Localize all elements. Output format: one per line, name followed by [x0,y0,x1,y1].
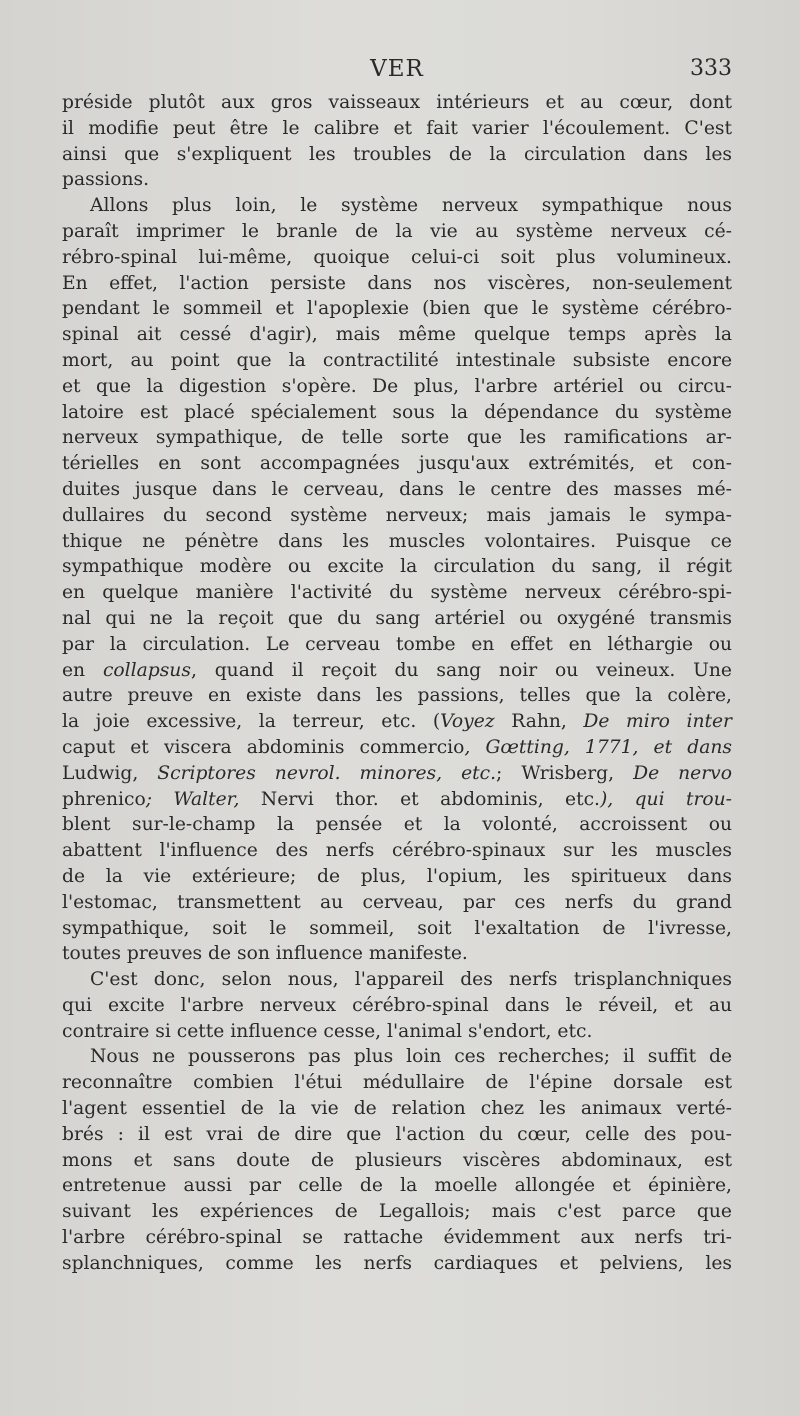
text-run: latoire est placé spécialement sous la dépendance du système [62,401,732,423]
text-line [62,425,732,451]
text-run: autre preuve en existe dans les passions, telles que la colère, [62,685,732,707]
text-line [62,116,732,142]
text-run: térielles en sont accompagnées jusqu'aux extrémités, et con- [62,453,732,475]
text-run: dullaires du second système nerveux; mais jamais le sympa- [62,504,732,526]
italic-text: Scriptores nevrol. minores, etc. [157,762,497,784]
text-line [62,271,732,297]
text-line [62,1251,732,1277]
text-line [62,322,732,348]
text-run: Nous ne pousserons pas plus loin ces recherches; il suffit de [90,1046,732,1068]
text-line [62,348,732,374]
text-line [62,606,732,632]
italic-text: , Gœtting, 1771, et dans [464,736,732,758]
text-line [62,1070,732,1096]
text-line [62,245,732,271]
text-run: caput et viscera abdominis commercio [62,736,465,758]
text-run: en [62,659,103,681]
page-number: 333 [690,56,732,81]
text-line [62,941,732,967]
text-line [62,683,732,709]
text-line [62,632,732,658]
text-line [62,761,732,787]
text-run: spinal ait cessé d'agir), mais même quelque temps après la [62,324,732,346]
text-run: splanchniques, comme les nerfs cardiaques et pelviens, les [62,1252,732,1274]
text-line [62,1199,732,1225]
text-line [62,554,732,580]
text-line [62,658,732,684]
text-run: C'est donc, selon nous, l'appareil des nerfs trisplanchniques [90,969,732,991]
text-line [62,219,732,245]
text-run: l'agent essentiel de la vie de relation chez les animaux verté- [62,1098,732,1120]
text-line [62,787,732,813]
body-text [62,90,732,1277]
text-run: sympathique modère ou excite la circulation du sang, il régit [62,556,732,578]
text-run: pendant le sommeil et l'apoplexie (bien que le système cérébro- [62,298,732,320]
text-run: qui excite l'arbre nerveux cérébro-spinal dans le réveil, et au [62,994,732,1016]
text-run: l'estomac, transmettent au cerveau, par ces nerfs du grand [62,891,732,913]
text-line [62,503,732,529]
text-run: sympathique, soit le sommeil, soit l'exaltation de l'ivresse, [62,917,732,939]
running-head: VER [370,56,424,82]
text-run: Nervi thor. et abdominis, etc. [260,788,600,810]
text-run: entretenue aussi par celle de la moelle allongée et épinière, [62,1175,732,1197]
text-line [62,993,732,1019]
text-run: par la circulation. Le cerveau tombe en effet en léthargie ou [62,633,732,655]
text-run: et que la digestion s'opère. De plus, l'arbre artériel ou circu- [62,375,732,397]
text-line [62,1019,732,1045]
italic-text: collapsus [102,659,191,681]
text-line [62,967,732,993]
italic-text: De nervo [633,762,732,784]
text-line [62,735,732,761]
text-run: blent sur-le-champ la pensée et la volonté, accroissent ou [62,814,732,836]
text-run: thique ne pénètre dans les muscles volontaires. Puisque ce [62,530,732,552]
text-run: suivant les expériences de Legallois; mais c'est parce que [62,1201,732,1223]
text-run: ; Wrisberg, [496,762,634,784]
text-run: il modifie peut être le calibre et fait varier l'écoulement. C'est [62,117,732,139]
text-line [62,296,732,322]
text-line [62,916,732,942]
text-run: en quelque manière l'activité du système nerveux cérébro-spi- [62,582,732,604]
text-run: Ludwig, [62,762,158,784]
text-line [62,193,732,219]
text-run: Allons plus loin, le système nerveux sympathique nous [90,195,732,217]
text-run: la joie excessive, la terreur, etc. ( [62,711,441,733]
text-run: paraît imprimer le branle de la vie au système nerveux cé- [62,220,732,242]
italic-text: Voyez [440,711,495,733]
text-run: , quand il reçoit du sang noir ou veineux. Une [190,659,732,681]
page-header [62,56,732,88]
text-line [62,580,732,606]
text-run: ainsi que s'expliquent les troubles de la circulation dans les [62,143,732,165]
text-run: nerveux sympathique, de telle sorte que les ramifications ar- [62,427,732,449]
text-run: contraire si cette influence cesse, l'animal s'endort, etc. [62,1020,593,1042]
text-run: toutes preuves de son influence manifeste. [62,943,468,965]
text-line [62,529,732,555]
italic-text: De miro inter [583,711,732,733]
text-line [62,838,732,864]
text-line [62,451,732,477]
text-run: préside plutôt aux gros vaisseaux intérieurs et au cœur, dont [62,92,732,113]
text-run: En effet, l'action persiste dans nos viscères, non-seulement [62,272,732,294]
text-line [62,90,732,116]
text-run: nal qui ne la reçoit que du sang artériel ou oxygéné transmis [62,607,732,629]
text-run: reconnaître combien l'étui médullaire de l'épine dorsale est [62,1072,732,1094]
text-run: mons et sans doute de plusieurs viscères abdominaux, est [62,1149,732,1171]
text-line [62,1122,732,1148]
text-line [62,1148,732,1174]
text-run: rébro-spinal lui-même, quoique celui-ci soit plus volumineux. [62,246,732,268]
text-run: abattent l'influence des nerfs cérébro-spinaux sur les muscles [62,840,732,862]
text-line [62,1044,732,1070]
text-line [62,812,732,838]
text-line [62,890,732,916]
text-run: de la vie extérieure; de plus, l'opium, les spiritueux dans [62,865,732,887]
text-line [62,1173,732,1199]
text-line [62,167,732,193]
text-line [62,142,732,168]
italic-text: ), qui trou- [599,788,732,810]
text-line [62,1096,732,1122]
text-run: brés : il est vrai de dire que l'action du cœur, celle des pou- [62,1123,732,1145]
text-run: Rahn, [494,711,584,733]
text-line [62,1225,732,1251]
text-line [62,374,732,400]
italic-text: ; Walter, [145,788,261,810]
text-line [62,709,732,735]
text-line [62,864,732,890]
text-run: phrenico [62,788,146,810]
text-run: duites jusque dans le cerveau, dans le centre des masses mé- [62,478,732,500]
text-run: passions. [62,169,150,191]
text-run: l'arbre cérébro-spinal se rattache évidemment aux nerfs tri- [62,1227,732,1249]
text-line [62,477,732,503]
text-run: mort, au point que la contractilité intestinale subsiste encore [62,349,732,371]
text-line [62,400,732,426]
